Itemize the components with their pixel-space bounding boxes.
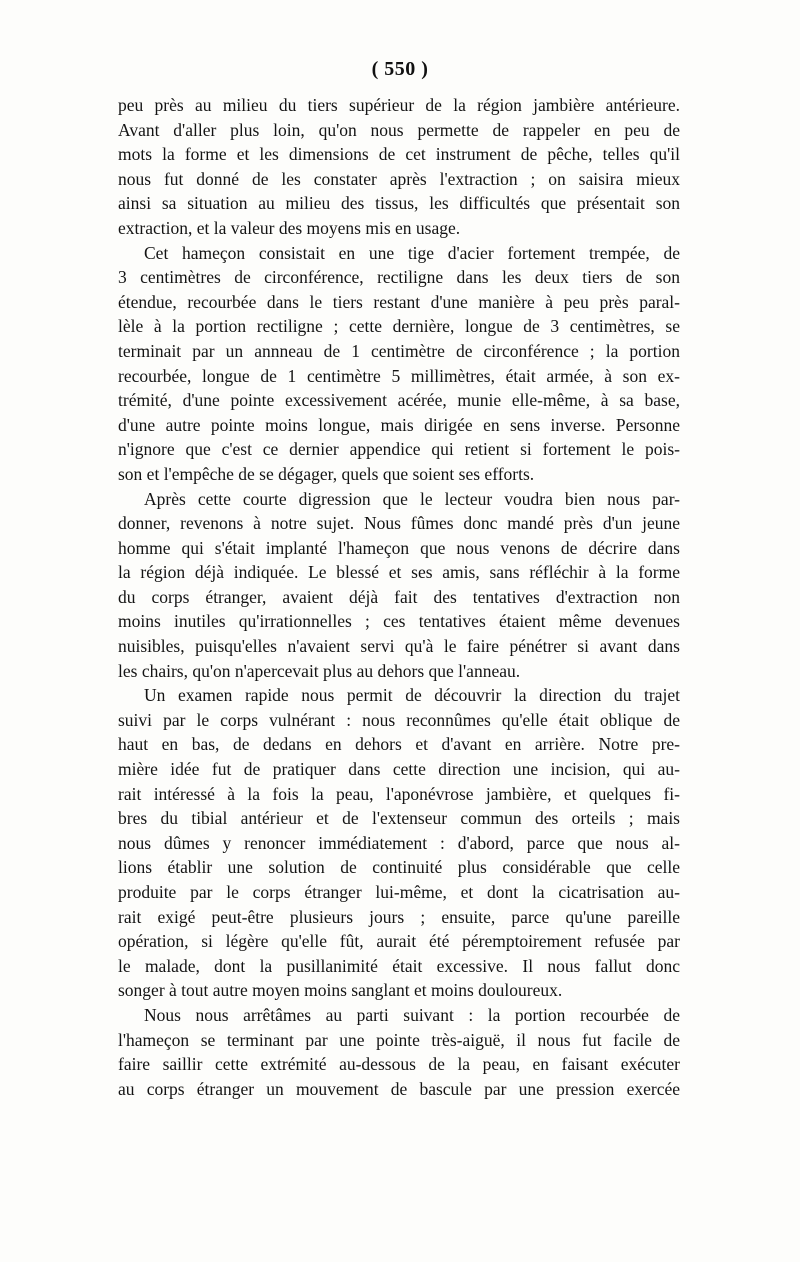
text-line: peu près au milieu du tiers supérieur de la région jambière antérieure. [118, 95, 680, 115]
text-line: haut en bas, de dedans en dehors et d'avant en arrière. Notre pre- [118, 734, 680, 755]
text-line: faire saillir cette extrémité au-dessous de la peau, en faisant exécuter [118, 1054, 680, 1075]
text-line: bres du tibial antérieur et de l'extenseur commun des orteils ; mais [118, 808, 680, 829]
text-line: le malade, dont la pusillanimité était excessive. Il nous fallut donc [118, 955, 680, 976]
text-line: mots la forme et les dimensions de cet instrument de pêche, telles qu'il [118, 144, 680, 165]
text-line: Un examen rapide nous permit de découvrir la direction du trajet [144, 685, 680, 706]
text-line: du corps étranger, avaient déjà fait des tentatives d'extraction non [118, 586, 680, 607]
text-line: Après cette courte digression que le lecteur voudra bien nous par- [144, 488, 680, 509]
text-line: opération, si légère qu'elle fût, aurait été péremptoirement refusée par [118, 931, 680, 952]
text-line: terminait par un annneau de 1 centimètre de circonférence ; la portion [118, 340, 680, 361]
text-line: étendue, recourbée dans le tiers restant d'une manière à peu près paral- [118, 291, 680, 312]
text-line: son et l'empêche de se dégager, quels que soient ses efforts. [118, 463, 535, 484]
text-line: Cet hameçon consistait en une tige d'acier fortement trempée, de [144, 242, 680, 263]
text-line: la région déjà indiquée. Le blessé et ses amis, sans réfléchir à la forme [118, 562, 680, 583]
text-line: rait exigé peut-être plusieurs jours ; ensuite, parce qu'une pareille [118, 906, 680, 927]
text-line: homme qui s'était implanté l'hameçon que nous venons de décrire dans [118, 537, 680, 558]
text-line: lions établir une solution de continuité plus considérable que celle [118, 857, 680, 878]
text-line: mière idée fut de pratiquer dans cette direction une incision, qui au- [118, 759, 680, 780]
text-line: donner, revenons à notre sujet. Nous fûmes donc mandé près d'un jeune [118, 513, 680, 534]
text-line: l'hameçon se terminant par une pointe très-aiguë, il nous fut facile de [118, 1029, 680, 1050]
text-line: n'ignore que c'est ce dernier appendice qui retient si fortement le pois- [118, 439, 680, 460]
text-line: nuisibles, puisqu'elles n'avaient servi qu'à le faire pénétrer si avant dans [118, 636, 680, 657]
text-line: extraction, et la valeur des moyens mis en usage. [118, 217, 461, 238]
text-line: songer à tout autre moyen moins sanglant et moins douloureux. [118, 980, 563, 1001]
text-line: trémité, d'une pointe excessivement acérée, munie elle-même, à sa base, [118, 390, 680, 411]
text-line: au corps étranger un mouvement de bascule par une pression exercée [118, 1078, 680, 1099]
text-line: 3 centimètres de circonférence, rectiligne dans les deux tiers de son [118, 267, 680, 288]
text-line: ainsi sa situation au milieu des tissus, les difficultés que présentait son [118, 193, 680, 214]
paragraph [118, 1003, 680, 1101]
text-line: produite par le corps étranger lui-même, et dont la cicatrisation au- [118, 882, 680, 902]
page-number: ( 550 ) [371, 58, 429, 80]
paragraph [118, 93, 680, 241]
text-line: nous dûmes y renoncer immédiatement : d'abord, parce que nous al- [118, 832, 680, 853]
text-line: moins inutiles qu'irrationnelles ; ces tentatives étaient même devenues [118, 611, 680, 632]
paragraph [118, 487, 680, 684]
text-line: d'une autre pointe moins longue, mais dirigée en sens inverse. Personne [118, 414, 680, 435]
text-line: les chairs, qu'on n'apercevait plus au dehors que l'anneau. [118, 660, 521, 681]
text-line: lèle à la portion rectiligne ; cette dernière, longue de 3 centimètres, se [118, 316, 680, 337]
text-line: rait intéressé à la fois la peau, l'aponévrose jambière, et quelques fi- [118, 783, 680, 804]
text-line: Nous nous arrêtâmes au parti suivant : la portion recourbée de [144, 1004, 680, 1025]
paragraph [118, 241, 680, 487]
text-line: Avant d'aller plus loin, qu'on nous permette de rappeler en peu de [118, 119, 680, 140]
paragraph [118, 683, 680, 1003]
text-line: recourbée, longue de 1 centimètre 5 millimètres, était armée, à son ex- [118, 365, 680, 386]
text-line: nous fut donné de les constater après l'extraction ; on saisira mieux [118, 168, 680, 189]
text-line: suivi par le corps vulnérant : nous reconnûmes qu'elle était oblique de [118, 709, 680, 730]
body-text [118, 93, 680, 1101]
